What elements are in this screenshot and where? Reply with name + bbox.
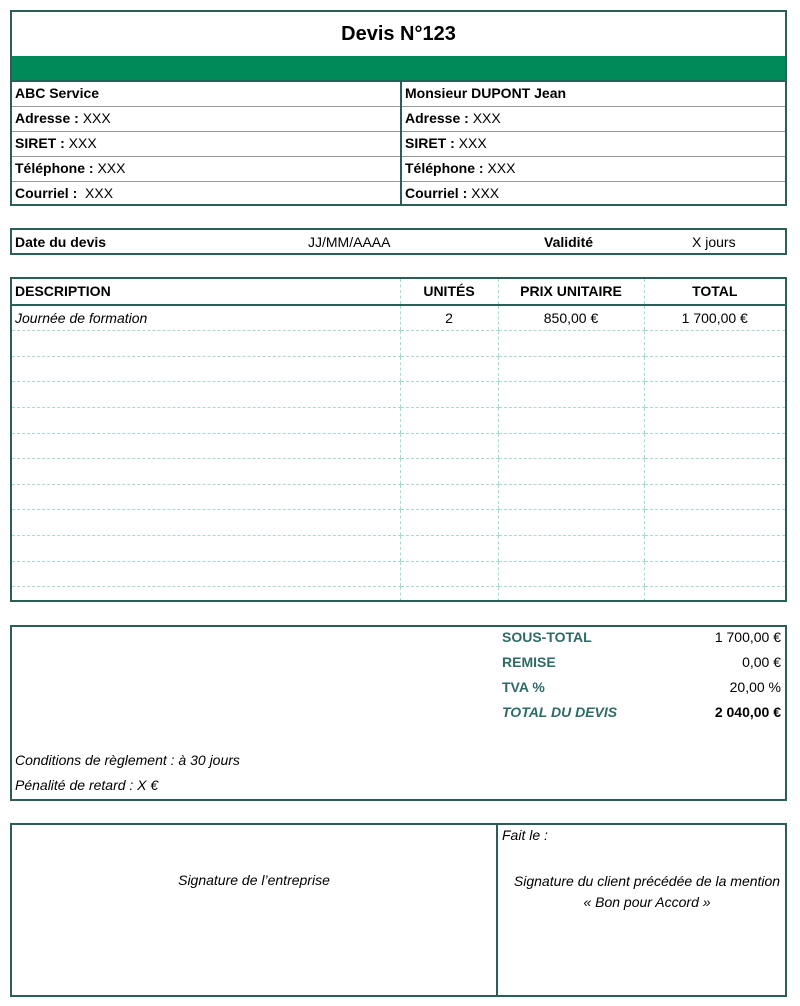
- units-cell: [400, 510, 498, 536]
- company-name-text: ABC Service: [15, 85, 100, 101]
- total-cell: [644, 587, 785, 602]
- description-cell: [12, 587, 400, 602]
- total-cell: 1 700,00 €: [644, 305, 785, 331]
- page-title: Devis N°123: [12, 12, 785, 58]
- client-email: [402, 182, 785, 207]
- units-cell: [400, 433, 498, 459]
- client-info: [402, 82, 785, 207]
- units-cell: [400, 561, 498, 587]
- unit-price-cell: [498, 561, 644, 587]
- total-cell: [644, 356, 785, 382]
- table-row: [12, 382, 785, 408]
- label: Téléphone :: [405, 160, 484, 176]
- label: Courriel :: [15, 185, 78, 201]
- table-row: [12, 356, 785, 382]
- unit-price-cell: [498, 484, 644, 510]
- table-row: [12, 587, 785, 602]
- total-label: TOTAL DU DEVIS: [502, 704, 618, 720]
- validity-value: X jours: [692, 233, 736, 250]
- date-value: JJ/MM/AAAA: [308, 233, 391, 250]
- total-cell: [644, 331, 785, 357]
- header-units: UNITÉS: [400, 279, 498, 305]
- header-unit-price: PRIX UNITAIRE: [498, 279, 644, 305]
- value: XXX: [472, 110, 501, 126]
- description-cell: [12, 510, 400, 536]
- client-signature: Signature du client précédée de la mention « Bon pour Accord »: [513, 873, 781, 910]
- description-cell: [12, 433, 400, 459]
- total-cell: [644, 484, 785, 510]
- company-siret: [12, 132, 400, 157]
- unit-price-cell: [498, 535, 644, 561]
- label: Adresse :: [405, 110, 469, 126]
- total-cell: [644, 433, 785, 459]
- discount-label: REMISE: [502, 654, 556, 670]
- client-phone: [402, 157, 785, 182]
- description-cell: [12, 561, 400, 587]
- unit-price-cell: [498, 331, 644, 357]
- value: XXX: [85, 185, 114, 201]
- done-at: Fait le :: [502, 827, 548, 843]
- description-cell: [12, 331, 400, 357]
- client-name: [402, 82, 785, 107]
- units-cell: [400, 484, 498, 510]
- client-name-text: Monsieur DUPONT Jean: [405, 85, 567, 101]
- description-cell: Journée de formation: [12, 305, 400, 331]
- accent-bar: [12, 56, 785, 82]
- payment-conditions: Conditions de règlement : à 30 jours: [15, 752, 240, 768]
- description-cell: [12, 535, 400, 561]
- table-row: [12, 331, 785, 357]
- totals-section: [10, 625, 787, 801]
- label: SIRET :: [405, 135, 455, 151]
- total-cell: [644, 510, 785, 536]
- items-table: [10, 277, 787, 602]
- signature-section: [10, 823, 787, 997]
- header-description: DESCRIPTION: [12, 279, 400, 305]
- validity-label: Validité: [544, 233, 594, 250]
- units-cell: [400, 356, 498, 382]
- unit-price-cell: [498, 459, 644, 485]
- vat-value: 20,00 %: [729, 679, 781, 695]
- client-siret: [402, 132, 785, 157]
- value: XXX: [97, 160, 126, 176]
- unit-price-cell: [498, 356, 644, 382]
- header-total: TOTAL: [644, 279, 785, 305]
- total-cell: [644, 407, 785, 433]
- unit-price-cell: 850,00 €: [498, 305, 644, 331]
- subtotal-value: 1 700,00 €: [714, 629, 781, 645]
- unit-price-cell: [498, 433, 644, 459]
- table-row: [12, 407, 785, 433]
- units-cell: [400, 407, 498, 433]
- table-row: [12, 459, 785, 485]
- table-row: [12, 305, 785, 331]
- units-cell: 2: [400, 305, 498, 331]
- table-row: [12, 484, 785, 510]
- meta-section: [10, 228, 787, 255]
- unit-price-cell: [498, 407, 644, 433]
- value: XXX: [471, 185, 500, 201]
- description-cell: [12, 459, 400, 485]
- unit-price-cell: [498, 587, 644, 602]
- description-cell: [12, 382, 400, 408]
- company-name: [12, 82, 400, 107]
- table-row: [12, 510, 785, 536]
- description-cell: [12, 407, 400, 433]
- total-value: 2 040,00 €: [714, 704, 781, 720]
- unit-price-cell: [498, 510, 644, 536]
- subtotal-label: SOUS-TOTAL: [502, 629, 592, 645]
- units-cell: [400, 459, 498, 485]
- table-row: [12, 535, 785, 561]
- company-email: [12, 182, 400, 207]
- label: Adresse :: [15, 110, 79, 126]
- description-cell: [12, 356, 400, 382]
- value: XXX: [458, 135, 487, 151]
- total-cell: [644, 382, 785, 408]
- units-cell: [400, 382, 498, 408]
- date-label: Date du devis: [15, 233, 107, 250]
- label: Courriel :: [405, 185, 468, 201]
- header-section: [10, 10, 787, 206]
- company-info: [12, 82, 402, 204]
- late-penalty: Pénalité de retard : X €: [15, 777, 159, 793]
- client-address: [402, 107, 785, 132]
- unit-price-cell: [498, 382, 644, 408]
- value: XXX: [487, 160, 516, 176]
- total-cell: [644, 561, 785, 587]
- units-cell: [400, 535, 498, 561]
- table-row: [12, 561, 785, 587]
- units-cell: [400, 587, 498, 602]
- total-cell: [644, 535, 785, 561]
- vat-label: TVA %: [502, 679, 545, 695]
- label: SIRET :: [15, 135, 65, 151]
- company-phone: [12, 157, 400, 182]
- value: XXX: [82, 110, 111, 126]
- description-cell: [12, 484, 400, 510]
- units-cell: [400, 331, 498, 357]
- company-address: [12, 107, 400, 132]
- value: XXX: [68, 135, 97, 151]
- total-cell: [644, 459, 785, 485]
- label: Téléphone :: [15, 160, 94, 176]
- discount-value: 0,00 €: [742, 654, 781, 670]
- company-signature: Signature de l’entreprise: [178, 872, 330, 888]
- table-row: [12, 433, 785, 459]
